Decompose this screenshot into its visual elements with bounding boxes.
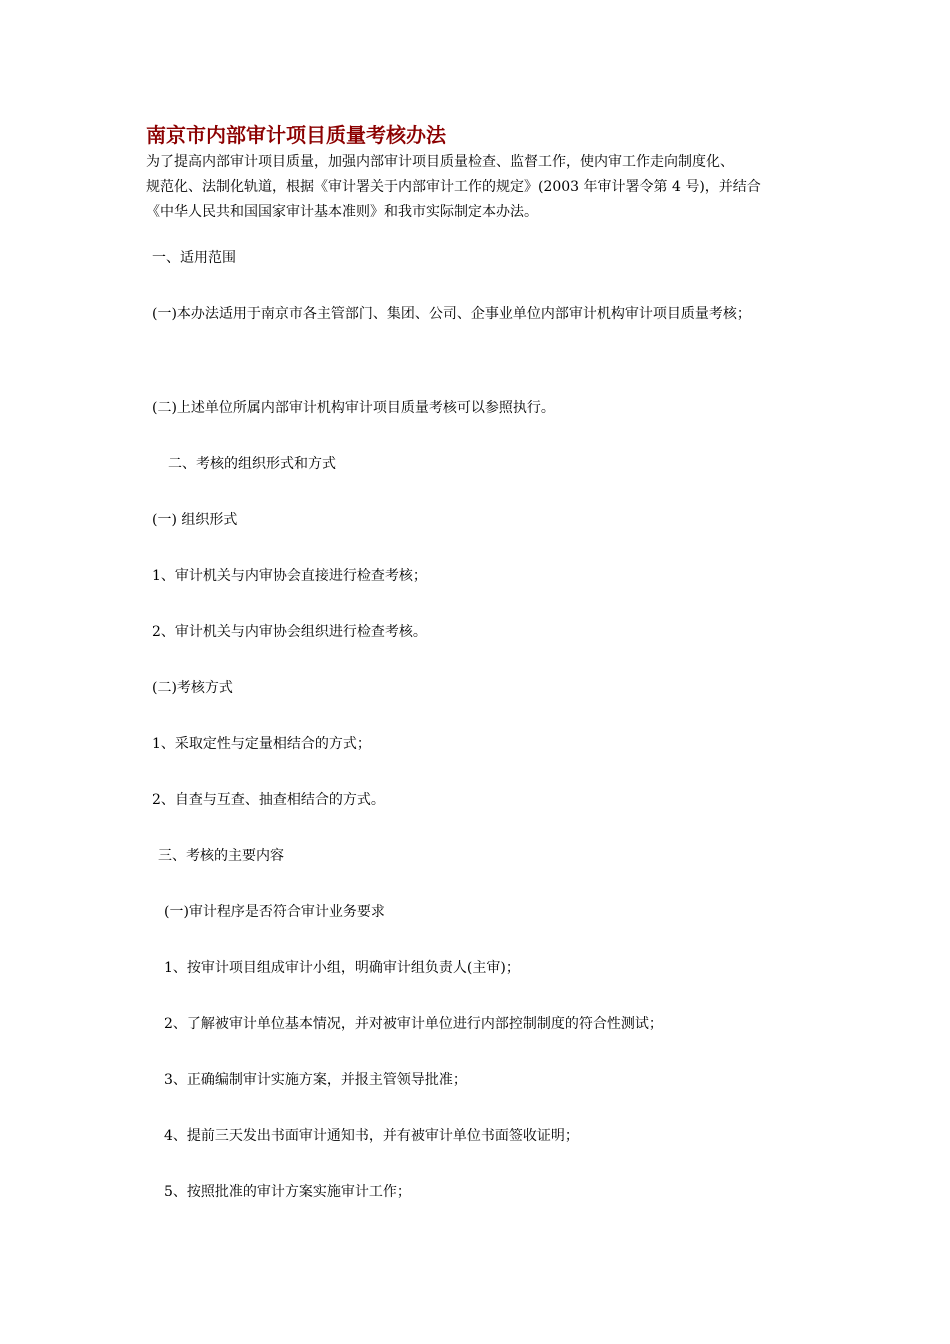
list-item: 3、正确编制审计实施方案，并报主管领导批准； [164, 1072, 467, 1088]
list-item: 5、按照批准的审计方案实施审计工作； [164, 1184, 411, 1200]
intro-line: 《中华人民共和国国家审计基本准则》和我市实际制定本办法。 [146, 204, 538, 220]
list-item: 2、了解被审计单位基本情况，并对被审计单位进行内部控制制度的符合性测试； [164, 1016, 663, 1032]
list-item: 4、提前三天发出书面审计通知书，并有被审计单位书面签收证明； [164, 1128, 579, 1144]
document-title: 南京市内部审计项目质量考核办法 [146, 123, 446, 147]
section-heading-content: 三、考核的主要内容 [158, 848, 284, 864]
intro-line: 规范化、法制化轨道，根据《审计署关于内部审计工作的规定》(2003 年审计署令第 4 号)，并结合 [146, 179, 761, 195]
list-item: 2、审计机关与内审协会组织进行检查考核。 [152, 624, 427, 640]
intro-line: 为了提高内部审计项目质量，加强内部审计项目质量检查、监督工作，使内审工作走向制度化、 [146, 154, 734, 170]
subsection-heading: (二)考核方式 [152, 680, 233, 696]
subsection-heading: (一)审计程序是否符合审计业务要求 [164, 904, 385, 920]
list-item: 1、按审计项目组成审计小组，明确审计组负责人(主审)； [164, 960, 520, 976]
paragraph-line: (二)上述单位所属内部审计机构审计项目质量考核可以参照执行。 [152, 400, 555, 416]
subsection-heading: (一) 组织形式 [152, 512, 238, 528]
list-item: 1、采取定性与定量相结合的方式； [152, 736, 371, 752]
list-item: 1、审计机关与内审协会直接进行检查考核； [152, 568, 427, 584]
section-heading-organization: 二、考核的组织形式和方式 [168, 456, 336, 472]
list-item: 2、自查与互查、抽查相结合的方式。 [152, 792, 385, 808]
intro-paragraph [146, 150, 814, 225]
paragraph-line: (一)本办法适用于南京市各主管部门、集团、公司、企事业单位内部审计机构审计项目质量考核； [152, 306, 751, 322]
section-heading-scope: 一、适用范围 [152, 250, 236, 266]
